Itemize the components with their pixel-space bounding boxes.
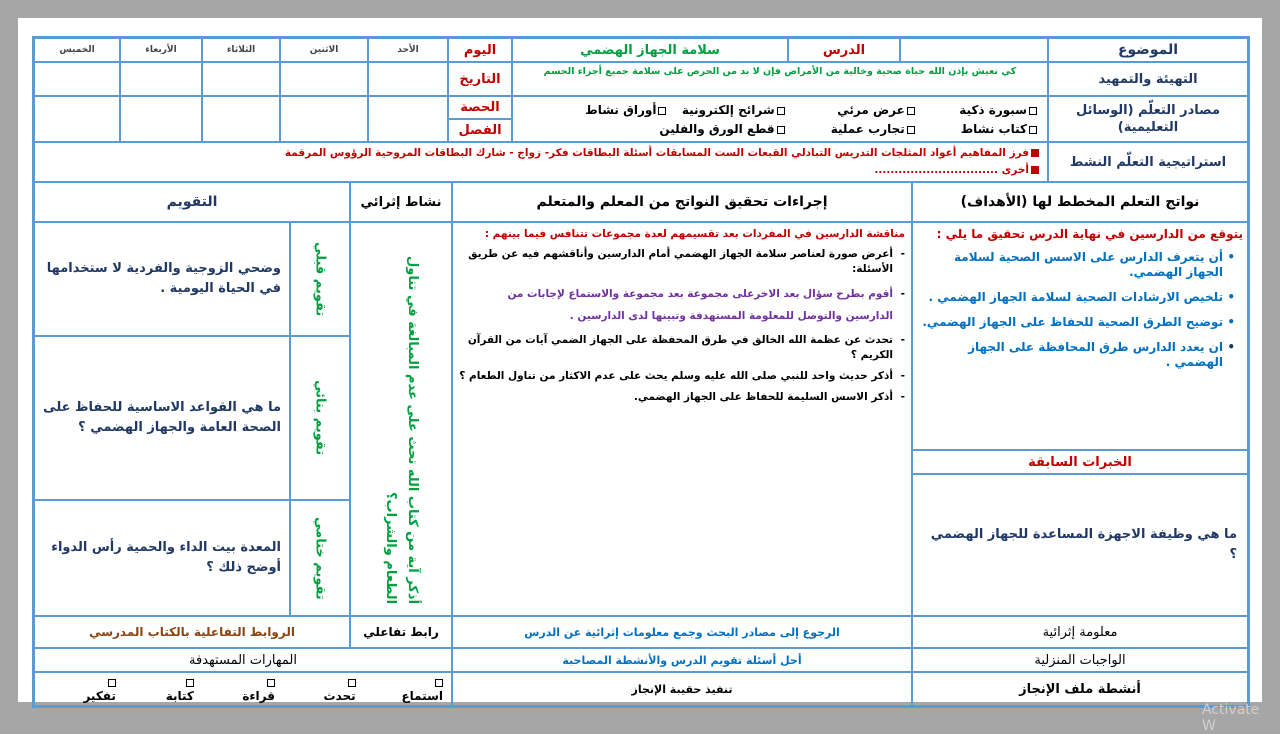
period-label: الحصة (448, 96, 512, 119)
outcome-item: • أن يتعرف الدارس على الاسس الصحية لسلامة الجهاز الهضمي. (921, 250, 1235, 280)
outcome-item: • ان يعدد الدارس طرق المحافظة على الجهاز الهضمي . (921, 340, 1235, 370)
outcomes-intro: يتوقع من الدارسين في نهاية الدرس تحقيق ما يلي : (936, 227, 1243, 241)
evaluation-header: التقويم (34, 182, 350, 222)
date-sunday[interactable] (368, 62, 448, 96)
homework-text: أحل أسئلة تقويم الدرس والأنشطة المصاحبة (452, 648, 912, 672)
period-thursday[interactable] (34, 96, 120, 142)
period-monday[interactable] (280, 96, 368, 142)
prior-knowledge-label: الخبرات السابقة (912, 450, 1248, 474)
resources-options (512, 96, 1048, 142)
strategy-list: فرز المفاهيم أعواد المثلجات التدريس التبادلي القبعات الست المسابقات أسئلة البطاقات فكر- زواج - شارك البطاقات المروحية الرؤوس المرقمة (284, 147, 1029, 159)
enrich-info-label: معلومة إثرائية (912, 616, 1248, 648)
final-eval-panel (34, 500, 290, 616)
day-sunday: الأحد (368, 38, 448, 62)
day-tuesday: الثلاثاء (202, 38, 280, 62)
procedure-step: - تحدث عن عظمة الله الخالق في طرق المحفظة على الجهاز الضمي آيات من القرآن الكريم ؟ (459, 333, 905, 363)
outcome-item: • توضيح الطرق الصحية للحفاظ على الجهاز الهضمي. (921, 315, 1235, 330)
lesson-plan-table (32, 36, 1250, 708)
prior-knowledge-text: ما هي وظيفة الاجهزة المساعدة للجهاز الهضمي ؟ (930, 527, 1237, 562)
procedure-step: - أعرض صورة لعناصر سلامة الجهاز الهضمي أمام الدارسين وأناقشهم فيه عن طريق الأسئلة: (459, 247, 905, 277)
interactive-link-text[interactable]: الروابط التفاعلية بالكتاب المدرسي (34, 616, 350, 648)
resource-worksheets[interactable]: أوراق نشاط (585, 101, 666, 120)
pre-eval-label: تقويم قبلي (312, 241, 328, 317)
resource-paper-cork[interactable]: قطع الورق والفلين (659, 120, 784, 139)
resource-experiments[interactable]: تجارب عملية (789, 120, 915, 139)
resource-slides[interactable]: شرائح إلكترونية (671, 101, 785, 120)
period-sunday[interactable] (368, 96, 448, 142)
procedure-step: - أذكر حديث واحد للنبي صلى الله عليه وسلم يحث على عدم الاكثار من تناول الطعام ؟ (459, 369, 905, 384)
page (18, 18, 1262, 734)
formative-eval-label: تقويم بنائي (312, 380, 328, 456)
final-eval-text: المعدة بيت الداء والحمية رأس الدواء أوضح ذلك ؟ (51, 540, 281, 575)
procedure-step: - أقوم بطرح سؤال بعد الاخرعلى مجموعة بعد مجموعة والاستماع لإجابات من الدارسين والتوصل للمعلومة المستهدفة وتبينها لدى الدارسين . (459, 283, 905, 327)
formative-eval-panel (34, 336, 290, 500)
formative-eval-text: ما هي القواعد الاساسية للحفاظ على الصحة العامة والجهاز الهضمي ؟ (43, 400, 281, 435)
outcomes-header: نواتج التعلم المخطط لها (الأهداف) (912, 182, 1248, 222)
strategy-options[interactable] (34, 142, 1048, 182)
pre-eval-label-cell (290, 222, 350, 336)
outcome-item: • تلخيص الارشادات الصحية لسلامة الجهاز الهضمي . (921, 290, 1235, 305)
prior-knowledge-panel (912, 474, 1248, 616)
outcomes-panel (912, 222, 1248, 450)
period-tuesday[interactable] (202, 96, 280, 142)
skill-writing[interactable]: كتابة (138, 675, 194, 703)
skill-reading[interactable]: قراءة (216, 675, 275, 703)
day-wednesday: الأربعاء (120, 38, 202, 62)
procedures-panel (452, 222, 912, 616)
class-label: الفصل (448, 119, 512, 142)
enrichment-panel (350, 222, 452, 616)
resources-label: مصادر التعلّم (الوسائل التعليمية) (1048, 96, 1248, 142)
day-label: اليوم (448, 38, 512, 62)
subject-value[interactable] (900, 38, 1048, 62)
skill-speaking[interactable]: تحدث (297, 675, 356, 703)
strategy-label: استراتيجية التعلّم النشط (1048, 142, 1248, 182)
portfolio-text: تنفيذ حقيبة الإنجاز (452, 672, 912, 706)
intro-text: كي نعيش بإذن الله حياة صحية وخالية من الأمراض فإن لا بد من الحرص على سلامة جميع أجزاء الجسم (512, 62, 1048, 96)
strategy-other: أخرى ............................... (874, 164, 1029, 176)
period-wednesday[interactable] (120, 96, 202, 142)
lesson-value: سلامة الجهاز الهضمي (512, 38, 788, 62)
day-monday: الاثنين (280, 38, 368, 62)
pre-eval-panel (34, 222, 290, 336)
resource-smartboard[interactable]: سبورة ذكية (919, 101, 1037, 120)
date-tuesday[interactable] (202, 62, 280, 96)
date-wednesday[interactable] (120, 62, 202, 96)
skill-listening[interactable]: استماع (378, 675, 443, 703)
skill-thinking[interactable]: تفكير (57, 675, 116, 703)
procedure-step: - أذكر الاسس السليمة للحفاظ على الجهاز الهضمي. (459, 390, 905, 405)
date-label: التاريخ (448, 62, 512, 96)
final-eval-label-cell (290, 500, 350, 616)
date-thursday[interactable] (34, 62, 120, 96)
skills-options (34, 672, 452, 706)
date-monday[interactable] (280, 62, 368, 96)
skills-label: المهارات المستهدفة (34, 648, 452, 672)
enrich-info-text: الرجوع إلى مصادر البحث وجمع معلومات إثرائية عن الدرس (452, 616, 912, 648)
formative-eval-label-cell (290, 336, 350, 500)
intro-label: التهيئة والتمهيد (1048, 62, 1248, 96)
procedures-intro: مناقشة الدارسين في المفردات بعد تقسيمهم لعدة مجموعات تتنافس فيما بينهم : (484, 228, 905, 240)
outcomes-list (917, 250, 1243, 370)
activation-watermark: Activate W (1202, 702, 1260, 734)
interactive-link-label: رابط تفاعلي (350, 616, 452, 648)
resource-video[interactable]: عرض مرئي (789, 101, 915, 120)
procedures-header: إجراءات تحقيق النواتج من المعلم والمتعلم (452, 182, 912, 222)
enrichment-header: نشاط إثرائي (350, 182, 452, 222)
lesson-label: الدرس (788, 38, 900, 62)
homework-label: الواجبات المنزلية (912, 648, 1248, 672)
pre-eval-text: وضحي الزوجية والفردية لا ستخدامها في الحياة اليومية . (46, 261, 281, 296)
final-eval-label: تقويم ختامي (312, 516, 328, 600)
enrichment-text: أذكر آية من كتاب الله تحث على عدم المبالغة في تناول الطعام والشراب؟ (383, 255, 420, 604)
portfolio-label: أنشطة ملف الإنجاز (912, 672, 1248, 706)
day-thursday: الخميس (34, 38, 120, 62)
subject-label: الموضوع (1048, 38, 1248, 62)
resource-activity-book[interactable]: كتاب نشاط (919, 120, 1037, 139)
